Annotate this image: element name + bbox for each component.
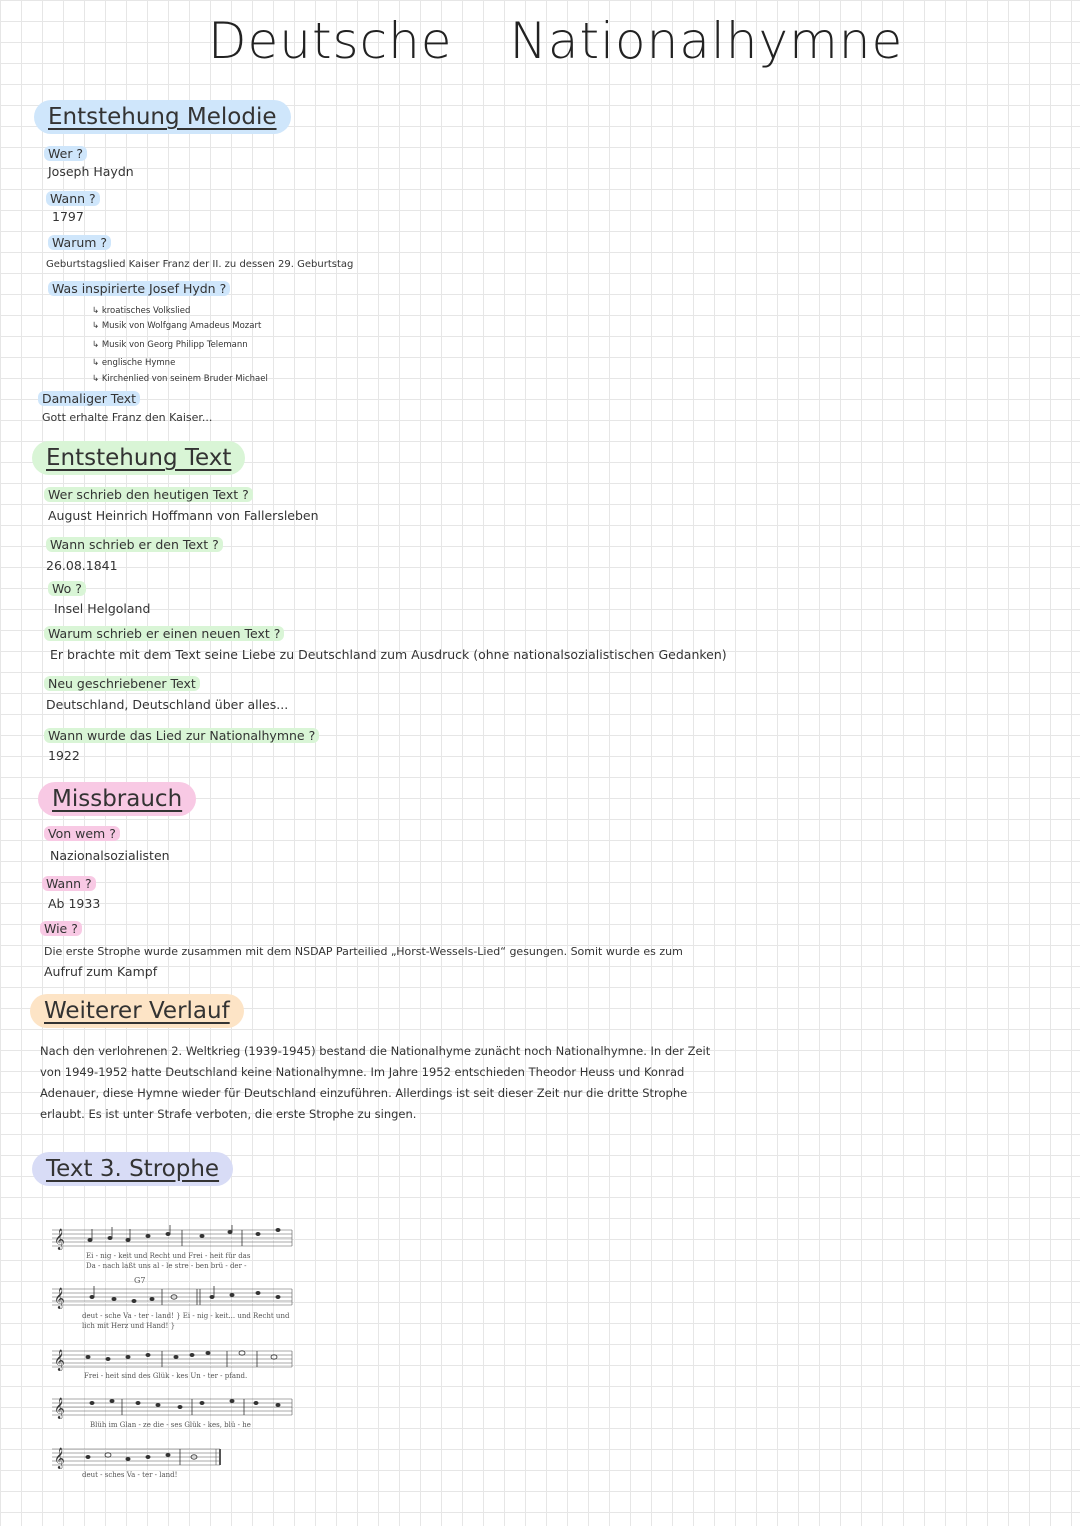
lyrics-line: Da - nach laßt uns al - le stre - ben brü - der -	[86, 1262, 247, 1270]
question-wer-schrieb: Wer schrieb den heutigen Text ?	[44, 487, 253, 502]
lyrics-line: lich mit Herz und Hand! }	[82, 1322, 176, 1330]
answer-von-wem: Nazionalsozialisten	[50, 848, 170, 863]
verlauf-line: erlaubt. Es ist unter Strafe verboten, die erste Strophe zu singen.	[40, 1107, 417, 1121]
answer-damaliger-text: Gott erhalte Franz den Kaiser...	[42, 411, 213, 424]
music-staff	[52, 1346, 297, 1372]
lyrics-line: Ei - nig - keit und Recht und Frei - heit für das	[86, 1252, 251, 1260]
answer-wann-missbrauch: Ab 1933	[48, 896, 101, 911]
svg-text:𝄞: 𝄞	[54, 1398, 65, 1419]
music-staff	[52, 1225, 297, 1251]
page-title: Deutsche Nationalhymne	[208, 12, 904, 70]
verlauf-line: von 1949-1952 hatte Deutschland keine Nationalhymne. Im Jahre 1952 entschieden Theodor Heuss und Konrad	[40, 1065, 685, 1079]
question-nationalhymne: Wann wurde das Lied zur Nationalhymne ?	[44, 728, 319, 743]
music-staff	[52, 1444, 227, 1470]
answer-wie-line1: Die erste Strophe wurde zusammen mit dem NSDAP Parteilied „Horst-Wessels-Lied“ gesungen. Somit wurde es zum	[44, 945, 683, 958]
answer-datum: 26.08.1841	[46, 558, 118, 573]
answer-autor: August Heinrich Hoffmann von Fallersleben	[48, 508, 319, 523]
heading-missbrauch: Missbrauch	[38, 782, 196, 816]
inspiration-item: ↳ englische Hymne	[92, 358, 176, 368]
inspiration-item: ↳ kroatisches Volkslied	[92, 306, 191, 316]
svg-text:𝄞: 𝄞	[54, 1448, 65, 1469]
question-damaliger-text: Damaliger Text	[38, 391, 140, 406]
inspiration-item: ↳ Kirchenlied von seinem Bruder Michael	[92, 374, 268, 384]
question-wann-missbrauch: Wann ?	[42, 876, 96, 891]
chord-symbol: G7	[134, 1276, 146, 1285]
svg-text:𝄞: 𝄞	[54, 1288, 65, 1309]
question-wo: Wo ?	[48, 581, 86, 596]
question-wann-schrieb: Wann schrieb er den Text ?	[46, 537, 223, 552]
answer-ort: Insel Helgoland	[54, 601, 151, 616]
question-wie: Wie ?	[40, 921, 82, 936]
verlauf-paragraph	[40, 1041, 800, 1125]
heading-entstehung-melodie: Entstehung Melodie	[34, 100, 291, 134]
svg-text:𝄞: 𝄞	[54, 1229, 65, 1250]
question-neuer-text: Neu geschriebener Text	[44, 676, 200, 691]
answer-wie-line2: Aufruf zum Kampf	[44, 964, 158, 979]
question-wer: Wer ?	[44, 146, 87, 161]
music-staff	[52, 1284, 297, 1310]
verlauf-line: Nach den verlohrenen 2. Weltkrieg (1939-1945) bestand die Nationalhyme zunächt noch Nationalhymne. In der Zeit	[40, 1044, 711, 1058]
answer-jahr: 1922	[48, 748, 80, 763]
inspiration-item: ↳ Musik von Georg Philipp Telemann	[92, 340, 248, 350]
heading-weiterer-verlauf: Weiterer Verlauf	[30, 994, 244, 1028]
answer-warum: Geburtstagslied Kaiser Franz der II. zu dessen 29. Geburtstag	[46, 259, 354, 270]
answer-neuer-text: Deutschland, Deutschland über alles...	[46, 697, 289, 712]
question-wann: Wann ?	[46, 191, 100, 206]
music-staff	[52, 1394, 297, 1420]
lyrics-line: Blüh im Glan - ze die - ses Glük - kes, blü - he	[90, 1421, 251, 1429]
svg-text:𝄞: 𝄞	[54, 1350, 65, 1371]
heading-entstehung-text: Entstehung Text	[32, 441, 245, 475]
lyrics-line: deut - sche Va - ter - land! } Ei - nig - keit... und Recht und	[82, 1312, 290, 1320]
inspiration-item: ↳ Musik von Wolfgang Amadeus Mozart	[92, 321, 262, 331]
lyrics-line: deut - sches Va - ter - land!	[82, 1471, 178, 1479]
question-inspiration: Was inspirierte Josef Hydn ?	[48, 281, 230, 296]
answer-warum-neu: Er brachte mit dem Text seine Liebe zu Deutschland zum Ausdruck (ohne nationalsozialistischen Gedanken)	[50, 647, 727, 662]
question-warum-neu: Warum schrieb er einen neuen Text ?	[44, 626, 284, 641]
question-warum: Warum ?	[48, 235, 111, 250]
verlauf-line: Adenauer, diese Hymne wieder für Deutschland einzuführen. Allerdings ist seit dieser Zeit nur die dritte Strophe	[40, 1086, 688, 1100]
question-von-wem: Von wem ?	[44, 826, 120, 841]
answer-wann: 1797	[52, 209, 84, 224]
heading-text-3-strophe: Text 3. Strophe	[32, 1152, 233, 1186]
answer-wer: Joseph Haydn	[48, 164, 134, 179]
lyrics-line: Frei - heit sind des Glük - kes Un - ter - pfand.	[84, 1372, 248, 1380]
